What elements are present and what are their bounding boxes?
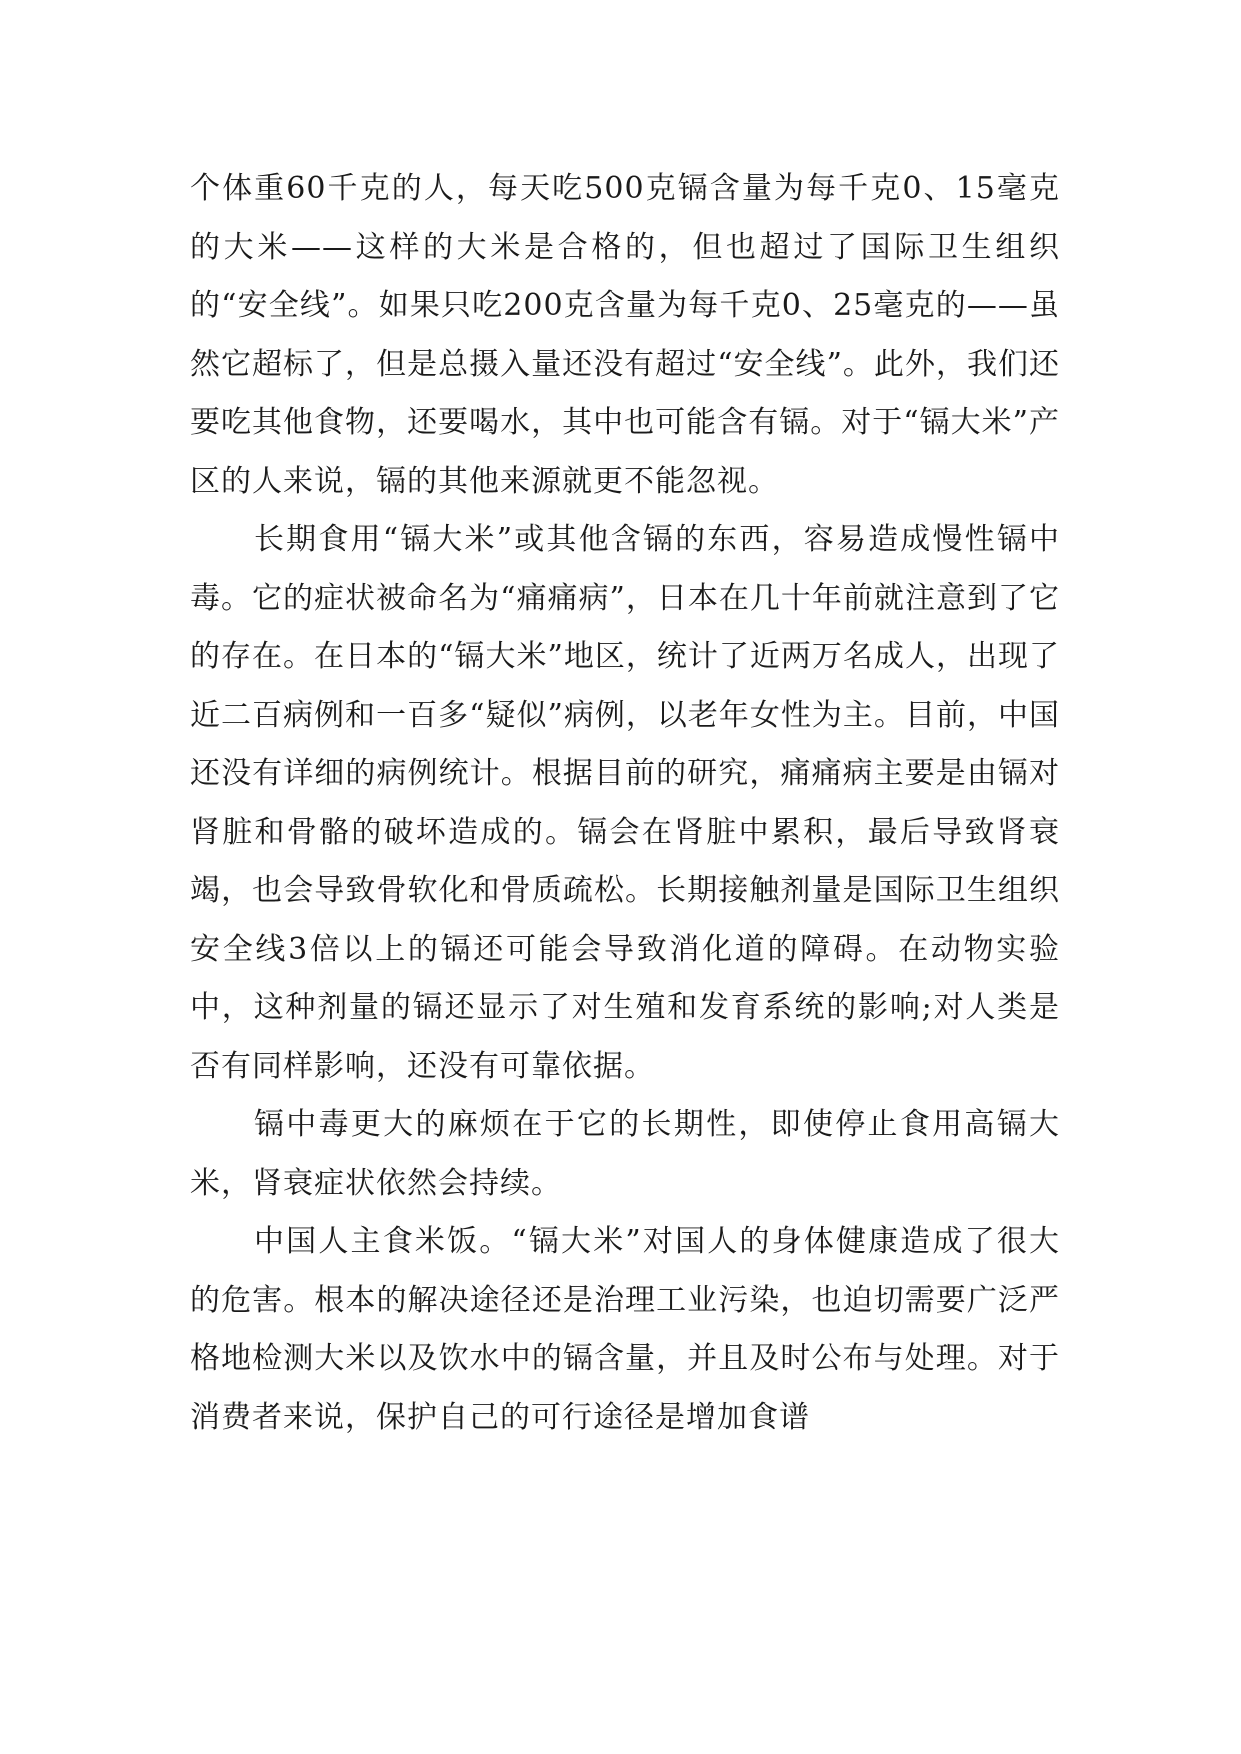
paragraph-1: 个体重60千克的人，每天吃500克镉含量为每千克0、15毫克的大米——这样的大米是合格的，但也超过了国际卫生组织的“安全线”。如果只吃200克含量为每千克0、25毫克的——虽然它超标了，但是总摄入量还没有超过“安全线”。此外，我们还要吃其他食物，还要喝水，其中也可能含有镉。对于“镉大米”产区的人来说，镉的其他来源就更不能忽视。	[190, 171, 1060, 499]
paragraph-3: 镉中毒更大的麻烦在于它的长期性，即使停止食用高镉大米，肾衰症状依然会持续。	[190, 1107, 1060, 1201]
paragraph-4: 中国人主食米饭。“镉大米”对国人的身体健康造成了很大的危害。根本的解决途径还是治理工业污染，也迫切需要广泛严格地检测大米以及饮水中的镉含量，并且及时公布与处理。对于消费者来说，保护自己的可行途径是增加食谱	[190, 1224, 1060, 1435]
paragraph-2: 长期食用“镉大米”或其他含镉的东西，容易造成慢性镉中毒。它的症状被命名为“痛痛病”，日本在几十年前就注意到了它的存在。在日本的“镉大米”地区，统计了近两万名成人，出现了近二百病例和一百多“疑似”病例，以老年女性为主。目前，中国还没有详细的病例统计。根据目前的研究，痛痛病主要是由镉对肾脏和骨骼的破坏造成的。镉会在肾脏中累积，最后导致肾衰竭，也会导致骨软化和骨质疏松。长期接触剂量是国际卫生组织安全线3倍以上的镉还可能会导致消化道的障碍。在动物实验中，这种剂量的镉还显示了对生殖和发育系统的影响;对人类是否有同样影响，还没有可靠依据。	[190, 522, 1060, 1084]
document-body	[190, 160, 1060, 1447]
